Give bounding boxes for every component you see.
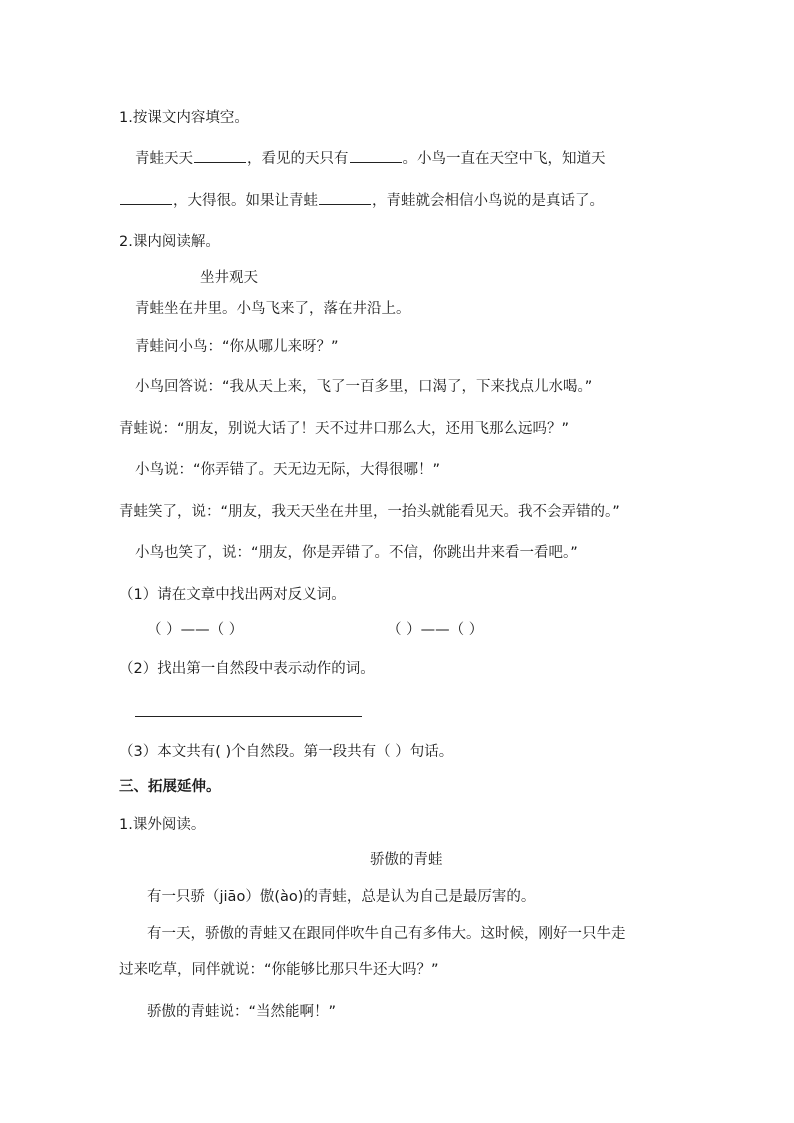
sub-question-1: （1）请在文章中找出两对反义词。 (119, 587, 346, 603)
fill-blank[interactable] (319, 190, 371, 205)
passage-title: 坐井观天 (200, 270, 258, 286)
passage-paragraph: 小鸟回答说：“我从天上来，飞了一百多里，口渴了，下来找点儿水喝。” (135, 379, 593, 395)
passage-paragraph: 骄傲的青蛙说：“当然能啊！” (147, 1004, 337, 1020)
passage-paragraph: 有一天，骄傲的青蛙又在跟同伴吹牛自己有多伟大。这时候，刚好一只牛走 (147, 926, 626, 942)
q1-fill-line-2 (119, 190, 604, 211)
fill-blank[interactable] (350, 148, 402, 163)
passage-paragraph: 青蛙笑了，说：“朋友，我天天坐在井里，一抬头就能看见天。我不会弄错的。” (119, 504, 620, 520)
q1-text: ，看见的天只有 (247, 151, 349, 167)
q1-title: 1.按课文内容填空。 (119, 110, 249, 126)
section-item: 1.课外阅读。 (119, 817, 206, 833)
section-heading: 三、拓展延伸。 (119, 779, 221, 795)
fill-blank[interactable] (120, 190, 172, 205)
q1-text: ，大得很。如果让青蛙 (173, 193, 318, 209)
q1-text: 。小鸟一直在天空中飞，知道天 (402, 151, 606, 167)
antonym-pair-2[interactable]: （ ）——（ ） (387, 622, 484, 638)
fill-blank[interactable] (194, 148, 246, 163)
q1-text: 青蛙天天 (135, 151, 193, 167)
q1-text: ，青蛙就会相信小鸟说的是真话了。 (372, 193, 604, 209)
passage-paragraph: 过来吃草，同伴就说：“你能够比那只牛还大吗？” (119, 962, 439, 978)
passage-paragraph: 青蛙问小鸟：“你从哪儿来呀？” (135, 339, 339, 355)
passage-title: 骄傲的青蛙 (370, 852, 443, 868)
sub-question-2: （2）找出第一自然段中表示动作的词。 (119, 661, 375, 677)
passage-paragraph: 青蛙坐在井里。小鸟飞来了，落在井沿上。 (135, 301, 411, 317)
passage-paragraph: 青蛙说：“朋友，别说大话了！天不过井口那么大，还用飞那么远吗？” (119, 421, 570, 437)
passage-paragraph: 有一只骄（jiāo）傲(ào)的青蛙，总是认为自己是最厉害的。 (147, 889, 536, 905)
antonym-pair-1[interactable]: （ ）——（ ） (147, 622, 244, 638)
q2-title: 2.课内阅读解。 (119, 234, 220, 250)
q1-fill-line-1 (135, 148, 606, 169)
passage-paragraph: 小鸟也笑了，说：“朋友，你是弄错了。不信，你跳出井来看一看吧。” (135, 545, 578, 561)
answer-line[interactable] (135, 716, 362, 717)
sub-question-3: （3）本文共有( )个自然段。第一段共有（ ）句话。 (119, 744, 454, 760)
passage-paragraph: 小鸟说：“你弄错了。天无边无际，大得很哪！” (135, 462, 441, 478)
